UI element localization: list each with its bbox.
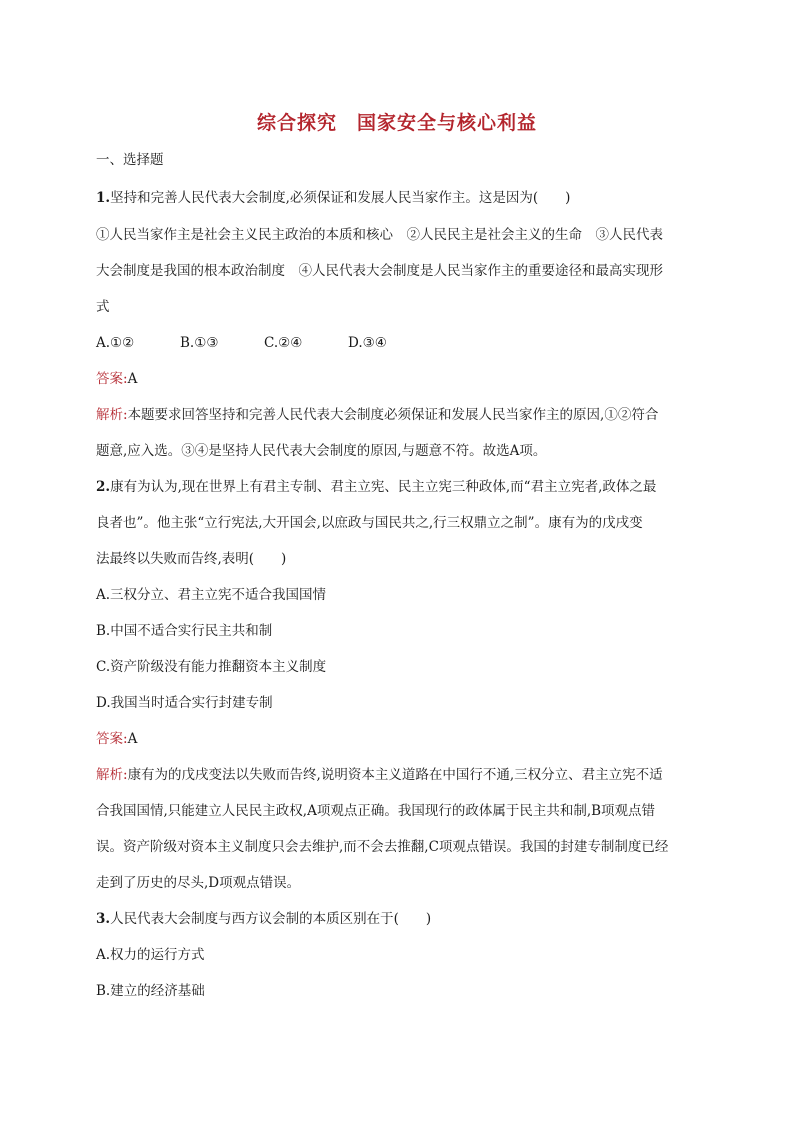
question-1-analysis-line [96, 405, 658, 425]
option-a: A.权力的运行方式 [96, 947, 205, 963]
question-1-answer [96, 369, 137, 389]
question-2-stem [96, 477, 656, 497]
question-number: 1. [96, 190, 111, 206]
analysis-label: 解析: [96, 767, 128, 783]
question-text: 康有为认为,现在世界上有君主专制、君主立宪、民主立宪三种政体,而“君主立宪者,政体之最 [110, 479, 657, 495]
answer-value: A [127, 371, 138, 387]
question-1-analysis-line: 题意,应入选。③④是坚持人民代表大会制度的原因,与题意不符。故选A项。 [96, 443, 547, 459]
option-a: A.①② [96, 335, 135, 351]
option-c: C.②④ [264, 335, 303, 351]
question-2-analysis-line: 误。资产阶级对资本主义制度只会去维护,而不会去推翻,C项观点错误。我国的封建专制制度已经 [96, 839, 669, 855]
option-b: B.建立的经济基础 [96, 983, 205, 999]
question-number: 2. [96, 479, 111, 495]
answer-label: 答案: [96, 371, 128, 387]
option-d: D.我国当时适合实行封建专制 [96, 695, 273, 711]
question-2-analysis-line [96, 765, 663, 785]
option-c: C.资产阶级没有能力推翻资本主义制度 [96, 659, 327, 675]
page-title: 综合探究 国家安全与核心利益 [256, 112, 537, 134]
question-2-answer [96, 729, 137, 749]
option-b: B.中国不适合实行民主共和制 [96, 623, 273, 639]
question-1-statement-line: 大会制度是我国的根本政治制度 ④人民代表大会制度是人民当家作主的重要途径和最高实现形 [96, 263, 663, 279]
question-1-statement-line: ①人民当家作主是社会主义民主政治的本质和核心 ②人民民主是社会主义的生命 ③人民代表 [96, 227, 663, 243]
question-text: 坚持和完善人民代表大会制度,必须保证和发展人民当家作主。这是因为( ) [110, 190, 571, 206]
question-1-stem [96, 188, 570, 208]
option-a: A.三权分立、君主立宪不适合我国国情 [96, 587, 327, 603]
answer-value: A [127, 731, 138, 747]
question-2-analysis-line: 合我国国情,只能建立人民民主政权,A项观点正确。我国现行的政体属于民主共和制,B项观点错 [96, 803, 656, 819]
question-2-analysis-line: 走到了历史的尽头,D项观点错误。 [96, 875, 301, 891]
question-1-options [96, 333, 387, 353]
question-2-stem-line: 良者也”。他主张“立行宪法,大开国会,以庶政与国民共之,行三权鼎立之制”。康有为的戊戌变 [96, 515, 643, 531]
answer-label: 答案: [96, 731, 128, 747]
question-3-stem [96, 909, 431, 929]
section-heading: 一、选择题 [96, 152, 164, 168]
question-number: 3. [96, 911, 111, 927]
question-text: 人民代表大会制度与西方议会制的本质区别在于( ) [110, 911, 432, 927]
option-b: B.①③ [180, 335, 219, 351]
option-d: D.③④ [348, 335, 387, 351]
question-2-stem-line: 法最终以失败而告终,表明( ) [96, 551, 287, 567]
question-1-statement-line: 式 [96, 299, 110, 315]
analysis-text: 本题要求回答坚持和完善人民代表大会制度必须保证和发展人民当家作主的原因,①②符合 [127, 407, 659, 423]
analysis-text: 康有为的戊戌变法以失败而告终,说明资本主义道路在中国行不通,三权分立、君主立宪不适 [127, 767, 663, 783]
analysis-label: 解析: [96, 407, 128, 423]
